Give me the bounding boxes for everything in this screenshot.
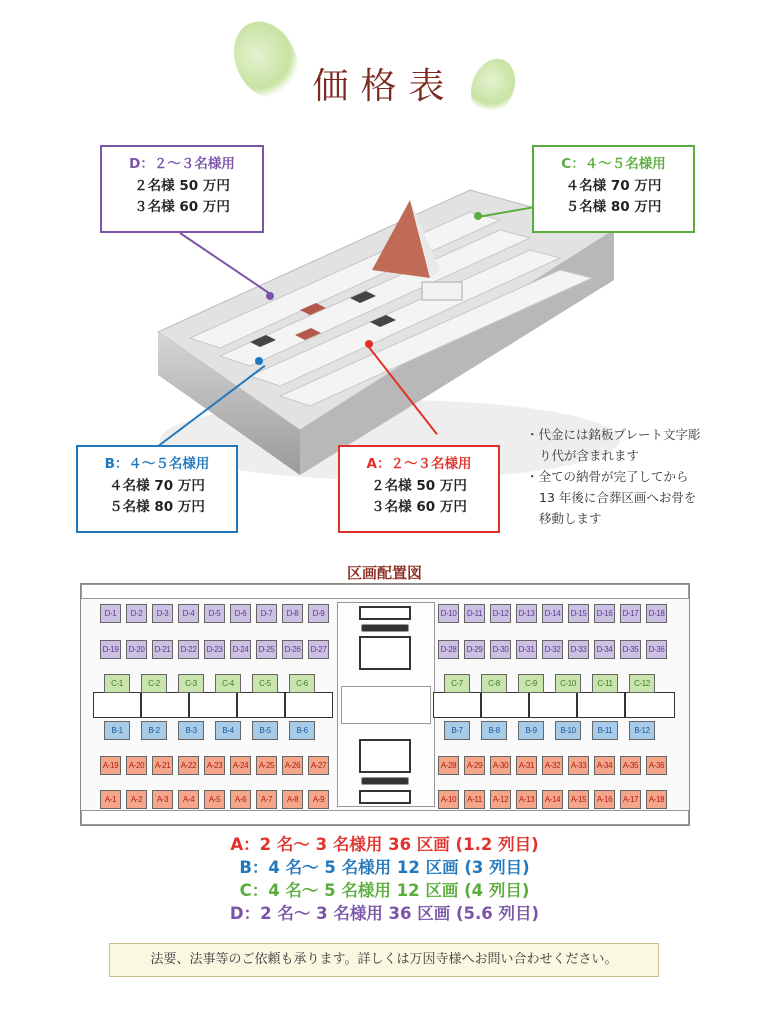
plot-a-1: A-1 [100,790,121,809]
plot-d-22: D-22 [178,640,199,659]
plot-d-3: D-3 [152,604,173,623]
legend-a: A：2 名～ 3 名様用 36 区画 (1.2 列目) [230,835,539,854]
plot-a-10: A-10 [438,790,459,809]
plot-a-2: A-2 [126,790,147,809]
plot-a-24: A-24 [230,756,251,775]
separator-right-2 [481,692,529,718]
plot-a-14: A-14 [542,790,563,809]
plot-d-34: D-34 [594,640,615,659]
plot-a-9: A-9 [308,790,329,809]
center-block-bottom-dots [361,777,409,785]
plot-c-3: C-3 [178,674,204,693]
legend-d: D：2 名～ 3 名様用 36 区画 (5.6 列目) [229,904,540,923]
plot-d-28: D-28 [438,640,459,659]
plot-a-7: A-7 [256,790,277,809]
plot-a-21: A-21 [152,756,173,775]
plot-d-11: D-11 [464,604,485,623]
price-box-b-line1: ４名様 70 万円 [109,478,205,494]
plot-a-36: A-36 [646,756,667,775]
plot-b-7: B-7 [444,721,470,740]
plot-d-10: D-10 [438,604,459,623]
notes [526,424,704,529]
center-stones [341,686,431,724]
plot-a-8: A-8 [282,790,303,809]
plot-d-9: D-9 [308,604,329,623]
price-box-d [100,145,264,233]
price-box-c-title: C：４～５名様用 [561,156,666,172]
plot-b-2: B-2 [141,721,167,740]
note-item: ・全ての納骨が完了してから 13 年後に合葬区画へお骨を移動します [526,469,697,526]
center-block-lower [359,739,411,773]
separator-right-4 [577,692,625,718]
plot-a-17: A-17 [620,790,641,809]
separator-left-1 [93,692,141,718]
page-title: 価格表 [312,66,457,107]
plot-d-2: D-2 [126,604,147,623]
plot-d-32: D-32 [542,640,563,659]
plot-d-14: D-14 [542,604,563,623]
plot-b-12: B-12 [629,721,655,740]
plot-a-18: A-18 [646,790,667,809]
center-block-upper [359,636,411,670]
legend-c: C：4 名～ 5 名様用 12 区画 (4 列目) [239,881,530,900]
plot-b-5: B-5 [252,721,278,740]
plot-d-12: D-12 [490,604,511,623]
price-box-b-line2: ５名様 80 万円 [109,499,205,515]
price-box-d-title: D：２～３名様用 [129,156,235,172]
plot-a-22: A-22 [178,756,199,775]
plot-a-34: A-34 [594,756,615,775]
price-box-a-line1: ２名様 50 万円 [371,478,467,494]
pointer-dot-b [255,357,263,365]
plot-a-28: A-28 [438,756,459,775]
plot-a-19: A-19 [100,756,121,775]
plot-d-4: D-4 [178,604,199,623]
plot-c-11: C-11 [592,674,618,693]
plot-d-26: D-26 [282,640,303,659]
plot-d-5: D-5 [204,604,225,623]
plot-a-33: A-33 [568,756,589,775]
map-border-bottom [81,810,689,825]
plot-a-26: A-26 [282,756,303,775]
price-box-b-title: B：４～５名様用 [104,456,210,472]
plot-d-8: D-8 [282,604,303,623]
price-box-a [338,445,500,533]
plot-a-11: A-11 [464,790,485,809]
plot-d-24: D-24 [230,640,251,659]
separator-left-3 [189,692,237,718]
separator-left-5 [285,692,333,718]
map-border-top [81,584,689,599]
plot-d-6: D-6 [230,604,251,623]
plot-a-23: A-23 [204,756,225,775]
plot-b-10: B-10 [555,721,581,740]
price-box-b [76,445,238,533]
plot-d-21: D-21 [152,640,173,659]
plot-c-9: C-9 [518,674,544,693]
plot-d-13: D-13 [516,604,537,623]
plot-c-6: C-6 [289,674,315,693]
plot-d-17: D-17 [620,604,641,623]
plot-c-12: C-12 [629,674,655,693]
plot-d-36: D-36 [646,640,667,659]
plot-d-27: D-27 [308,640,329,659]
plot-d-15: D-15 [568,604,589,623]
pointer-dot-c [474,212,482,220]
price-box-c-line2: ５名様 80 万円 [565,199,662,215]
separator-right-5 [625,692,675,718]
plot-c-5: C-5 [252,674,278,693]
plot-c-10: C-10 [555,674,581,693]
plot-d-20: D-20 [126,640,147,659]
plot-b-4: B-4 [215,721,241,740]
plot-d-29: D-29 [464,640,485,659]
legend-b: B：4 名～ 5 名様用 12 区画 (3 列目) [239,858,530,877]
plot-d-1: D-1 [100,604,121,623]
plot-a-12: A-12 [490,790,511,809]
separator-left-4 [237,692,285,718]
pointer-dot-a [365,340,373,348]
plot-a-27: A-27 [308,756,329,775]
plot-a-15: A-15 [568,790,589,809]
note-item: ・代金には銘板プレート文字彫り代が含まれます [526,427,701,463]
legend [0,833,769,925]
plot-b-1: B-1 [104,721,130,740]
plot-c-8: C-8 [481,674,507,693]
plot-b-3: B-3 [178,721,204,740]
center-block-bottom [359,790,411,804]
price-box-a-title: A：２～３名様用 [366,456,472,472]
plot-c-4: C-4 [215,674,241,693]
plot-a-5: A-5 [204,790,225,809]
plot-b-11: B-11 [592,721,618,740]
plot-b-6: B-6 [289,721,315,740]
plot-a-6: A-6 [230,790,251,809]
plot-d-16: D-16 [594,604,615,623]
plot-a-4: A-4 [178,790,199,809]
pointer-dot-d [266,292,274,300]
price-box-d-line2: ３名様 60 万円 [134,199,230,215]
plot-a-20: A-20 [126,756,147,775]
plot-d-35: D-35 [620,640,641,659]
plot-a-16: A-16 [594,790,615,809]
plot-c-2: C-2 [141,674,167,693]
plot-a-35: A-35 [620,756,641,775]
plot-d-19: D-19 [100,640,121,659]
separator-right-3 [529,692,577,718]
plot-d-23: D-23 [204,640,225,659]
plot-a-29: A-29 [464,756,485,775]
plot-d-31: D-31 [516,640,537,659]
plot-d-25: D-25 [256,640,277,659]
plot-a-25: A-25 [256,756,277,775]
separator-right-1 [433,692,481,718]
price-box-a-line2: ３名様 60 万円 [371,499,467,515]
plot-a-31: A-31 [516,756,537,775]
separator-left-2 [141,692,189,718]
footer-notice: 法要、法事等のご依頼も承ります。詳しくは万因寺様へお問い合わせください。 [109,943,659,977]
price-box-c-line1: ４名様 70 万円 [565,178,662,194]
plot-c-1: C-1 [104,674,130,693]
price-box-c [532,145,695,233]
plot-d-30: D-30 [490,640,511,659]
plot-a-3: A-3 [152,790,173,809]
plot-d-33: D-33 [568,640,589,659]
center-block-top [359,606,411,620]
map-title: 区画配置図 [346,564,422,582]
plot-b-9: B-9 [518,721,544,740]
layout-map [80,583,690,826]
plot-c-7: C-7 [444,674,470,693]
plot-a-13: A-13 [516,790,537,809]
plot-d-7: D-7 [256,604,277,623]
price-box-d-line1: ２名様 50 万円 [134,178,230,194]
plot-b-8: B-8 [481,721,507,740]
center-block-top-dots [361,624,409,632]
plot-a-32: A-32 [542,756,563,775]
plot-d-18: D-18 [646,604,667,623]
plot-a-30: A-30 [490,756,511,775]
